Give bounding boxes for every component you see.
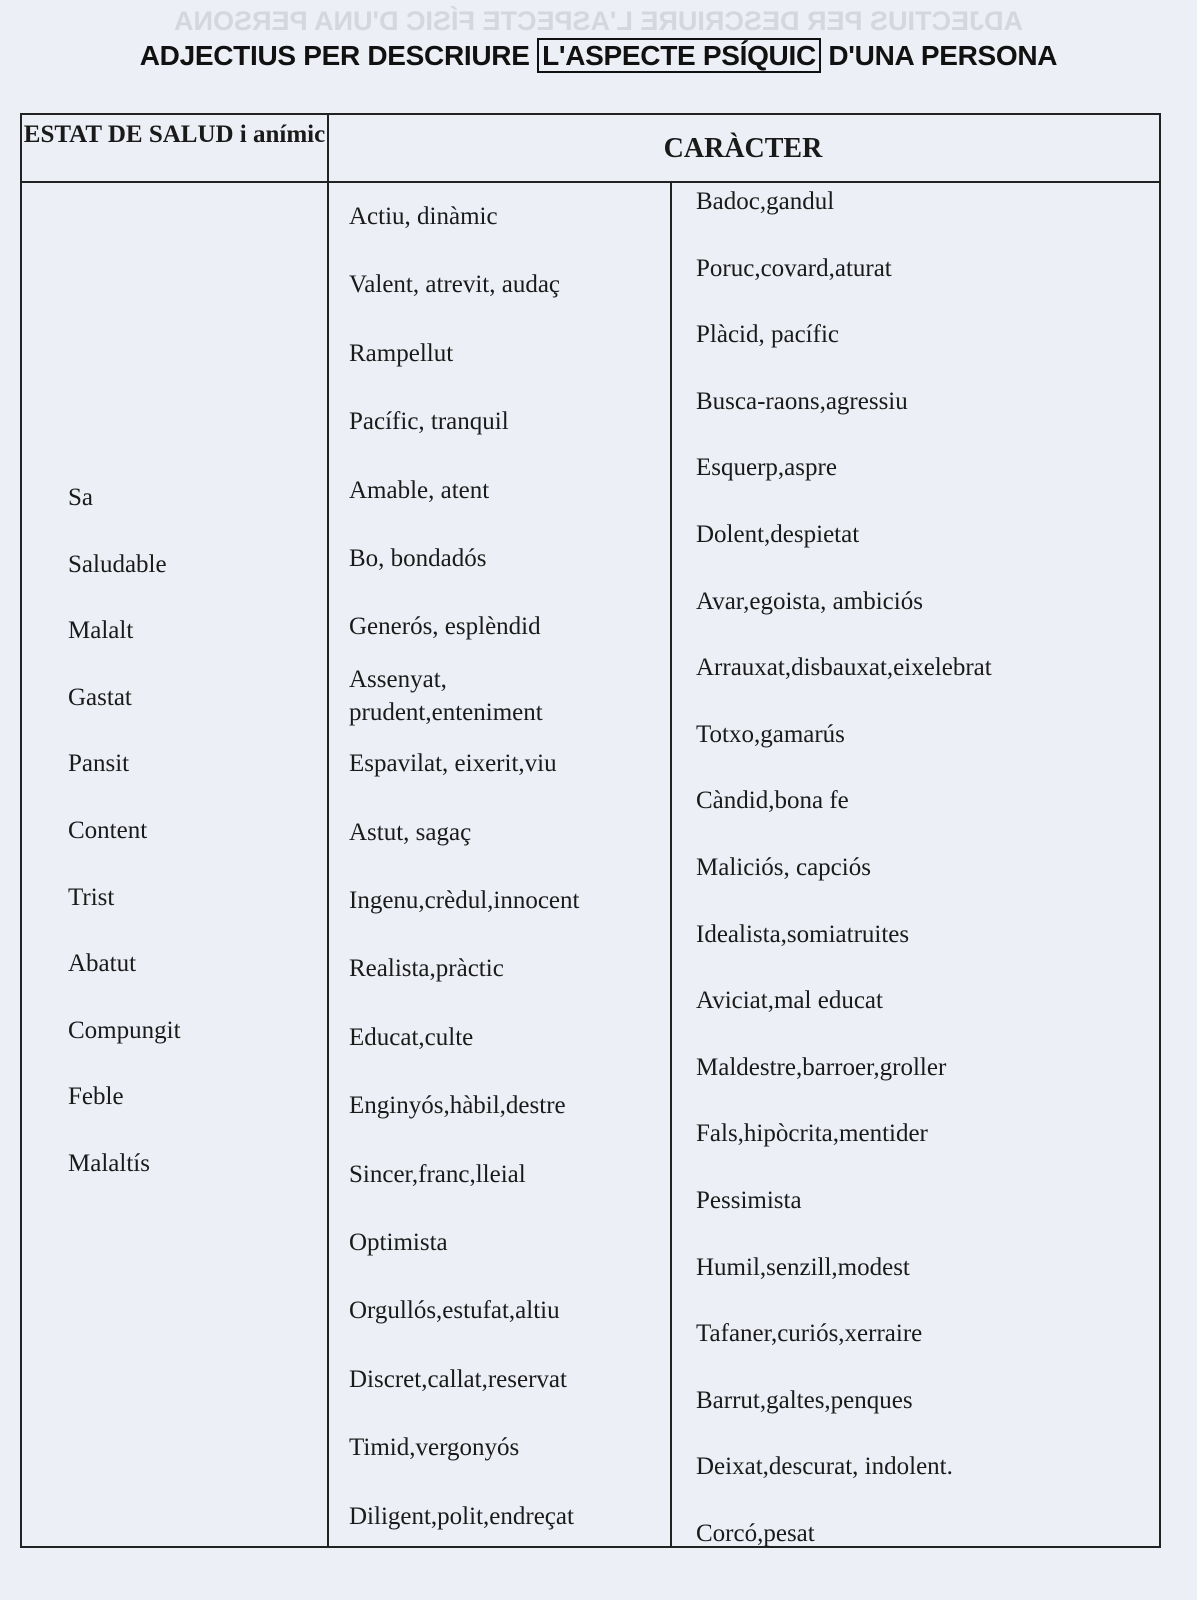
list-item: Arrauxat,disbauxat,eixelebrat [696, 654, 992, 682]
list-item: Realista,pràctic [349, 955, 504, 983]
list-item: Càndid,bona fe [696, 787, 849, 815]
list-item: Sincer,franc,lleial [349, 1160, 526, 1188]
list-item: Deixat,descurat, indolent. [696, 1453, 953, 1481]
list-item: Gastat [68, 683, 132, 711]
list-item: Trist [68, 883, 115, 911]
list-item: Sa [68, 484, 93, 511]
list-item: Aviciat,mal educat [696, 987, 883, 1015]
list-item: Corcó,pesat [696, 1520, 815, 1547]
list-item: Amable, atent [349, 476, 490, 504]
list-item: Educat,culte [349, 1023, 474, 1051]
list-item: Pacífic, tranquil [349, 408, 509, 436]
list-item: Assenyat, prudent,enteniment [349, 665, 543, 726]
list-item: Busca-raons,agressiu [696, 387, 908, 415]
list-item: Humil,senzill,modest [696, 1253, 910, 1281]
list-item: Plàcid, pacífic [696, 321, 839, 349]
list-item: Orgullós,estufat,altiu [349, 1297, 560, 1325]
background-bleedthrough-title: ADJECTIUS PER DESCRIURE L'ASPECTE FÍSIC D'UNA PERSONA [174, 6, 1023, 36]
list-item: Avar,egoista, ambiciós [696, 587, 923, 615]
list-item: Rampellut [349, 339, 454, 367]
list-item: Content [68, 817, 148, 844]
list-item: Compungit [68, 1016, 181, 1044]
list-item: Malalt [68, 617, 134, 645]
header-health: ESTAT DE SALUD i anímic [23, 121, 326, 148]
list-item: Tafaner,curiós,xerraire [696, 1320, 923, 1348]
list-item: Pessimista [696, 1187, 802, 1214]
page-title [0, 40, 1197, 72]
list-item: Esquerp,aspre [696, 454, 837, 482]
list-item: Valent, atrevit, audaç [349, 271, 561, 299]
list-item: Malaltís [68, 1150, 150, 1177]
list-item: Abatut [68, 950, 137, 978]
list-item: Optimista [349, 1229, 448, 1256]
list-item: Espavilat, eixerit,viu [349, 750, 557, 778]
list-item: Ingenu,crèdul,innocent [349, 887, 580, 914]
list-item: Enginyós,hàbil,destre [349, 1092, 566, 1120]
title-before: ADJECTIUS PER DESCRIURE [139, 40, 538, 71]
list-item: Barrut,galtes,penques [696, 1386, 913, 1414]
list-item: Generós, esplèndid [349, 613, 541, 641]
list-item: Astut, sagaç [349, 818, 472, 846]
list-item: Totxo,gamarús [696, 720, 845, 748]
list-item: Diligent,polit,endreçat [349, 1502, 574, 1530]
list-item: Actiu, dinàmic [349, 203, 498, 230]
column-divider [327, 115, 329, 1546]
title-boxed: L'ASPECTE PSÍQUIC [537, 38, 821, 73]
title-after: D'UNA PERSONA [820, 40, 1058, 71]
column-divider [670, 183, 672, 1546]
list-item: Fals,hipòcrita,mentider [696, 1120, 928, 1148]
adjectives-table [20, 113, 1161, 1548]
list-item: Feble [68, 1083, 124, 1111]
list-item: Maliciós, capciós [696, 854, 871, 881]
list-item: Idealista,somiatruites [696, 920, 910, 948]
list-item: Dolent,despietat [696, 521, 860, 548]
list-item: Maldestre,barroer,groller [696, 1053, 947, 1081]
list-item: Poruc,covard,aturat [696, 254, 892, 282]
list-item: Discret,callat,reservat [349, 1365, 567, 1393]
header-divider [22, 181, 1159, 183]
list-item: Badoc,gandul [696, 188, 835, 215]
header-character: CARÀCTER [663, 133, 823, 164]
list-item: Pansit [68, 750, 130, 778]
list-item: Bo, bondadós [349, 545, 487, 572]
list-item: Saludable [68, 550, 167, 578]
list-item: Timid,vergonyós [349, 1434, 520, 1462]
